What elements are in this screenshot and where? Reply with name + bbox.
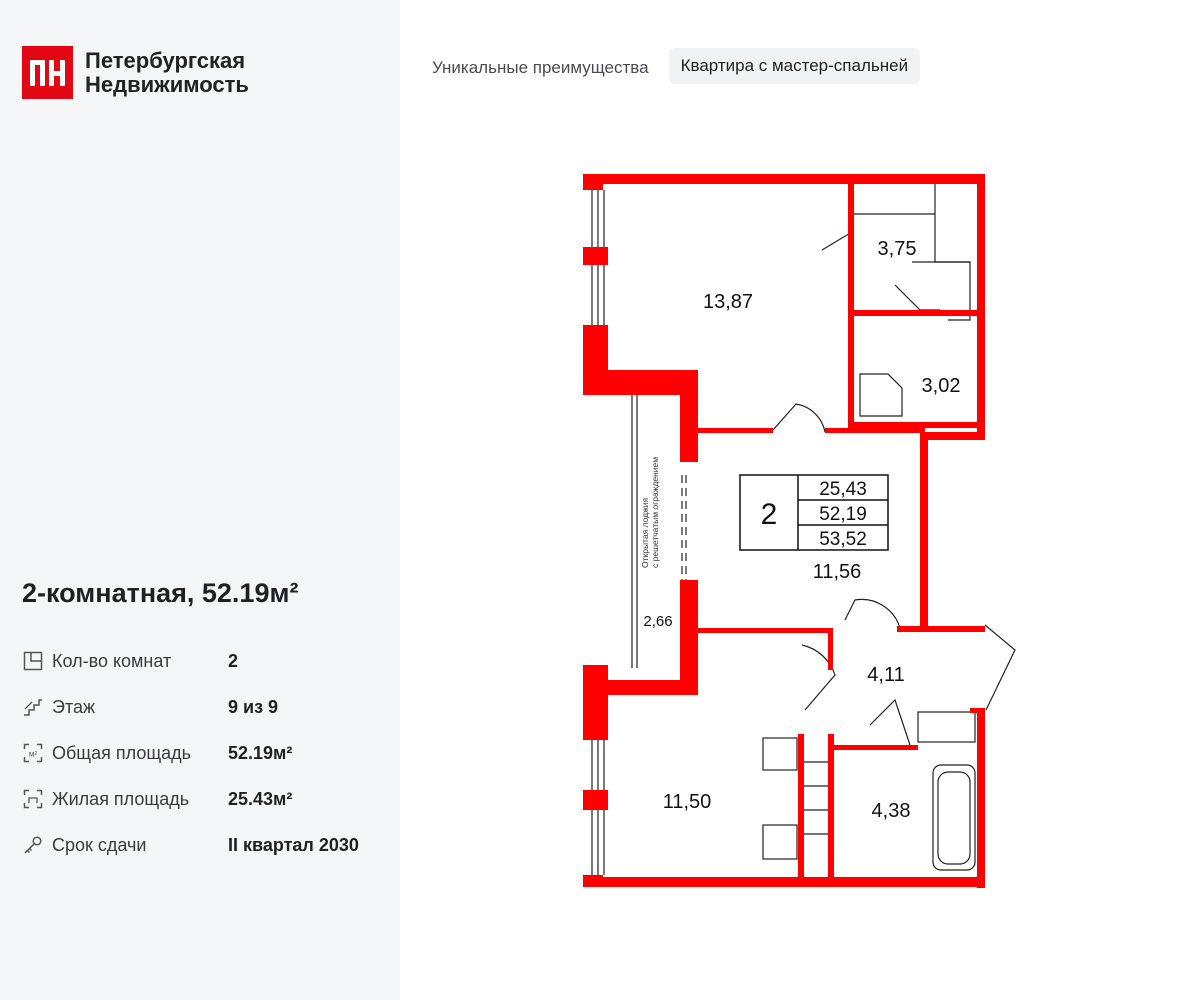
prop-label: Жилая площадь (52, 788, 190, 809)
floor-plan-drawing (540, 150, 1020, 910)
room-wc-area: 3,02 (921, 375, 961, 397)
prop-value: 25.43м² (228, 788, 293, 809)
apartment-title: 2-комнатная, 52.19м² (22, 578, 299, 608)
brand-logo[interactable] (22, 46, 249, 99)
prop-value: 2 (228, 650, 239, 671)
room-kitchen-area: 11,50 (662, 791, 712, 813)
prop-label: Этаж (52, 696, 96, 717)
prop-value: 9 из 9 (228, 696, 279, 717)
plan-total-area: 52,19 (819, 504, 867, 525)
nav-unique-advantages-link[interactable]: Уникальные преимущества (432, 58, 649, 77)
area-icon (22, 742, 44, 764)
prop-completion (22, 822, 392, 868)
prop-label: Срок сдачи (52, 834, 147, 855)
loggia-caption-line-2: с решетчатым ограждением (650, 456, 660, 568)
prop-floor (22, 684, 392, 730)
sidebar (0, 0, 400, 1000)
plan-rooms-count: 2 (760, 498, 778, 531)
plan-summary-box (740, 475, 888, 550)
prop-total-area (22, 730, 392, 776)
room-bedroom-area: 13,87 (702, 291, 754, 313)
prop-rooms (22, 638, 392, 684)
logo-mark-icon (22, 46, 73, 99)
loggia-caption-line-1: Открытая лоджия (640, 497, 650, 568)
plan-total-area-with-loggia: 53,52 (819, 529, 867, 550)
prop-value: 52.19м² (228, 742, 293, 763)
prop-label: Кол-во комнат (52, 650, 172, 671)
loggia-caption (640, 457, 660, 568)
prop-value: II квартал 2030 (228, 834, 359, 855)
key-icon (22, 834, 44, 856)
stairs-icon (22, 696, 44, 718)
room-bathroom-area: 4,38 (871, 800, 911, 822)
nav-master-bedroom-chip[interactable]: Квартира с мастер-спальней (669, 48, 921, 84)
top-navigation (432, 48, 920, 84)
apartment-properties (22, 638, 392, 868)
brand-line-1: Петербургская (85, 47, 246, 73)
prop-label: Общая площадь (52, 742, 192, 763)
room-corridor-area: 4,11 (867, 664, 905, 686)
loggia-area: 2,66 (643, 613, 673, 630)
room-wardrobe-area: 3,75 (877, 238, 917, 260)
brand-line-2: Недвижимость (85, 71, 249, 97)
plan-living-area: 25,43 (819, 479, 867, 500)
prop-living-area (22, 776, 392, 822)
svg-text:м²: м² (28, 749, 38, 759)
room-hall-area: 11,56 (812, 561, 862, 583)
living-area-icon (22, 788, 44, 810)
floor-plan (540, 150, 1020, 910)
plan-icon (22, 650, 44, 672)
brand-name (85, 49, 249, 97)
